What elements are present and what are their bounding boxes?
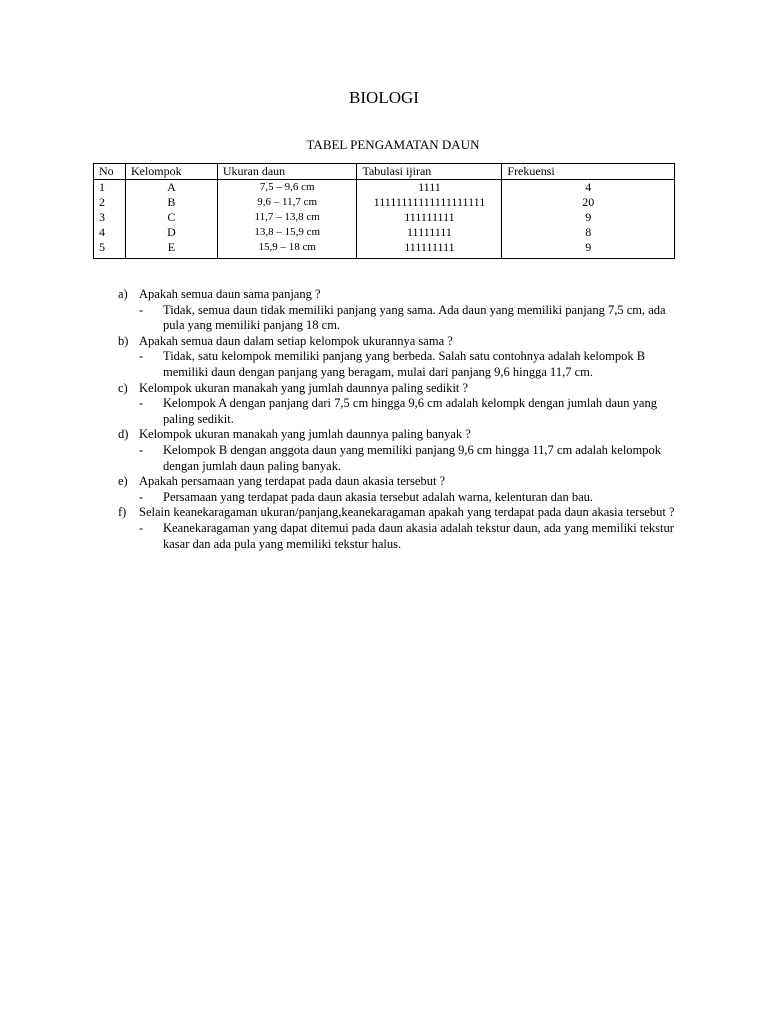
cell-tabulasi: 11111111111111111111 bbox=[357, 195, 502, 210]
observation-table bbox=[93, 163, 675, 259]
cell-no: 2 bbox=[94, 195, 126, 210]
answer-text: Kelompok B dengan anggota daun yang memiliki panjang 9,6 cm hingga 11,7 cm adalah kelompok dengan jumlah daun paling banyak. bbox=[163, 442, 662, 473]
question-marker: c) bbox=[118, 380, 128, 395]
header-kelompok: Kelompok bbox=[125, 164, 217, 180]
cell-ukuran: 11,7 – 13,8 cm bbox=[217, 210, 357, 225]
cell-tabulasi: 111111111 bbox=[357, 240, 502, 259]
table-caption: TABEL PENGAMATAN DAUN bbox=[306, 137, 480, 152]
header-ukuran-daun: Ukuran daun bbox=[217, 164, 357, 180]
table-row bbox=[94, 210, 675, 225]
answer-dash: - bbox=[139, 520, 144, 535]
question-text: Apakah semua daun sama panjang ? bbox=[139, 287, 321, 301]
question-text: Kelompok ukuran manakah yang jumlah daunnya paling banyak ? bbox=[139, 427, 471, 442]
header-no: No bbox=[94, 164, 126, 180]
answer-dash: - bbox=[139, 489, 144, 504]
table-row bbox=[94, 180, 675, 196]
question-marker: e) bbox=[118, 474, 128, 489]
cell-kelompok: A bbox=[125, 180, 217, 196]
question-item bbox=[118, 287, 678, 303]
question-text: Apakah semua daun dalam setiap kelompok ukurannya sama ? bbox=[139, 333, 453, 348]
header-tabulasi-ijiran: Tabulasi ijiran bbox=[357, 164, 502, 180]
table-row bbox=[94, 195, 675, 210]
table-row bbox=[94, 225, 675, 240]
question-marker: d) bbox=[118, 427, 129, 442]
document-title: BIOLOGI bbox=[349, 88, 419, 107]
answer-dash: - bbox=[139, 442, 144, 457]
answer-text: Kelompok A dengan panjang dari 7,5 cm hingga 9,6 cm adalah kelompk dengan jumlah daun yang paling sedikit. bbox=[163, 396, 657, 426]
question-item bbox=[118, 381, 678, 397]
cell-kelompok: B bbox=[125, 195, 217, 210]
question-marker: f) bbox=[118, 505, 127, 520]
answer-item bbox=[118, 443, 678, 474]
question-item bbox=[118, 334, 678, 350]
answer-item bbox=[118, 349, 678, 380]
cell-tabulasi: 11111111 bbox=[357, 225, 502, 240]
cell-kelompok: E bbox=[125, 240, 217, 259]
cell-ukuran: 15,9 – 18 cm bbox=[217, 240, 357, 259]
cell-frekuensi: 4 bbox=[502, 180, 675, 196]
answer-item bbox=[118, 396, 678, 427]
answer-text: Keanekaragaman yang dapat ditemui pada daun akasia adalah tekstur daun, ada yang memiliki tekstur kasar dan ada pula yang memiliki tekstur halus. bbox=[163, 520, 674, 551]
question-marker: a) bbox=[118, 287, 128, 301]
question-item bbox=[118, 427, 678, 443]
table-header-row bbox=[94, 164, 675, 180]
cell-frekuensi: 9 bbox=[502, 210, 675, 225]
question-answer-list bbox=[118, 287, 678, 552]
cell-tabulasi: 111111111 bbox=[357, 210, 502, 225]
answer-text: Persamaan yang terdapat pada daun akasia tersebut adalah warna, kelenturan dan bau. bbox=[163, 489, 594, 504]
cell-ukuran: 9,6 – 11,7 cm bbox=[217, 195, 357, 210]
answer-item bbox=[118, 303, 678, 334]
answer-item bbox=[118, 521, 678, 552]
cell-ukuran: 13,8 – 15,9 cm bbox=[217, 225, 357, 240]
answer-dash: - bbox=[139, 349, 144, 364]
cell-kelompok: C bbox=[125, 210, 217, 225]
cell-no: 3 bbox=[94, 210, 126, 225]
answer-item bbox=[118, 490, 678, 506]
question-text: Apakah persamaan yang terdapat pada daun akasia tersebut ? bbox=[139, 474, 446, 489]
answer-text: Tidak, satu kelompok memiliki panjang yang berbeda. Salah satu contohnya adalah kelompok B memiliki daun dengan panjang yang beragam, mulai dari panjang 9,6 hingga 11,7 cm. bbox=[163, 349, 646, 379]
cell-frekuensi: 20 bbox=[502, 195, 675, 210]
cell-no: 4 bbox=[94, 225, 126, 240]
answer-dash: - bbox=[139, 396, 144, 411]
cell-ukuran: 7,5 – 9,6 cm bbox=[217, 180, 357, 196]
question-marker: b) bbox=[118, 333, 129, 348]
question-item bbox=[118, 474, 678, 490]
cell-kelompok: D bbox=[125, 225, 217, 240]
question-text: Kelompok ukuran manakah yang jumlah daunnya paling sedikit ? bbox=[139, 380, 469, 395]
cell-frekuensi: 8 bbox=[502, 225, 675, 240]
answer-dash: - bbox=[139, 302, 144, 317]
table-row bbox=[94, 240, 675, 259]
answer-text: Tidak, semua daun tidak memiliki panjang yang sama. Ada daun yang memiliki panjang 7,5 cm, ada pula yang memiliki panjang 18 cm. bbox=[163, 302, 666, 333]
cell-tabulasi: 1111 bbox=[357, 180, 502, 196]
header-frekuensi: Frekuensi bbox=[502, 164, 675, 180]
cell-no: 5 bbox=[94, 240, 126, 259]
question-text: Selain keanekaragaman ukuran/panjang,keanekaragaman apakah yang terdapat pada daun akasia tersebut ? bbox=[139, 505, 675, 520]
cell-no: 1 bbox=[94, 180, 126, 196]
cell-frekuensi: 9 bbox=[502, 240, 675, 259]
question-item bbox=[118, 505, 678, 521]
